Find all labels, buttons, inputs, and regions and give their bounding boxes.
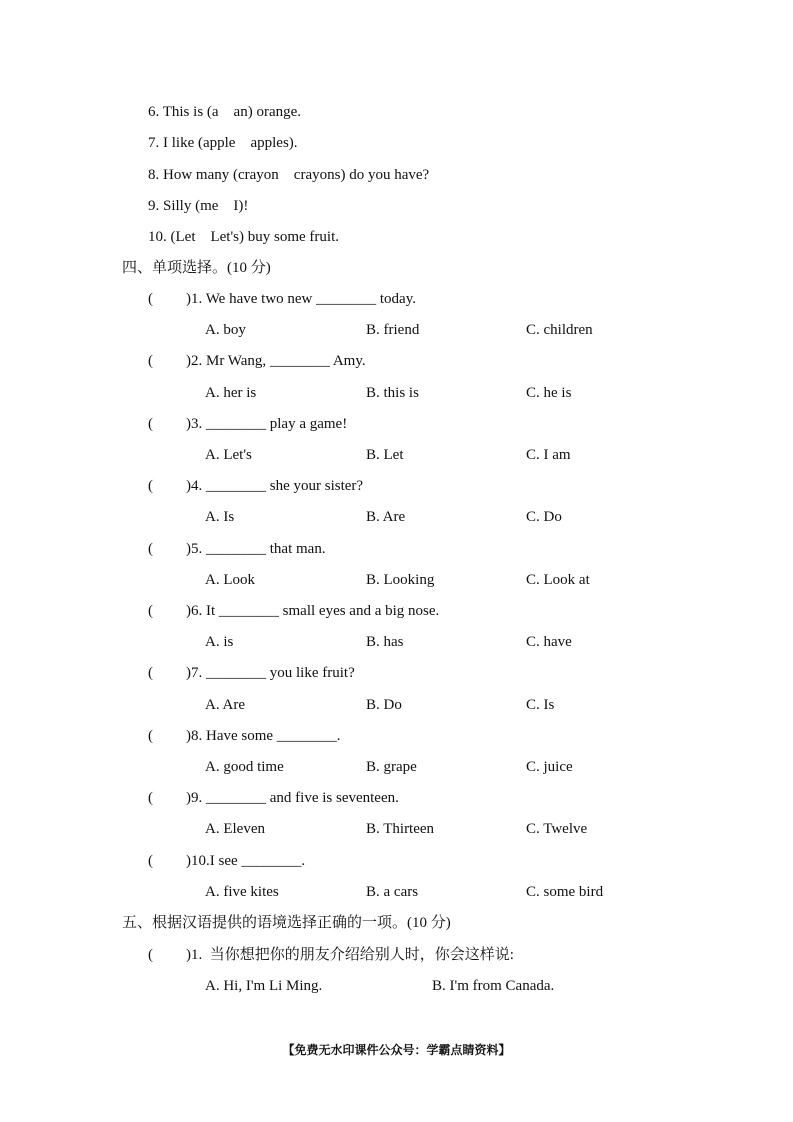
question-text: )6. It ________ small eyes and a big nose. <box>186 603 440 619</box>
answer-paren[interactable]: ( <box>148 603 153 619</box>
section5-option-b: B. I'm from Canada. <box>432 978 555 994</box>
option-a: A. Eleven <box>205 821 265 838</box>
answer-paren[interactable]: ( <box>148 727 153 744</box>
section3-item-7: 7. I like (apple apples). <box>148 135 298 151</box>
question-text: )1. We have two new ________ today. <box>186 291 416 307</box>
section3-item-8: 8. How many (crayon crayons) do you have? <box>148 167 430 183</box>
option-c: C. Is <box>526 696 555 713</box>
option-a: A. good time <box>205 759 284 775</box>
option-b: B. a cars <box>366 883 419 900</box>
option-b: B. Are <box>366 509 406 526</box>
section5-option-a: A. Hi, I'm Li Ming. <box>205 978 323 994</box>
option-b: B. has <box>366 634 404 651</box>
section3-item-6: 6. This is (a an) orange. <box>148 104 302 120</box>
option-b: B. Thirteen <box>366 821 435 838</box>
answer-paren[interactable]: ( <box>148 852 153 869</box>
question-text: )5. ________ that man. <box>186 540 326 557</box>
option-b: B. Do <box>366 696 402 713</box>
question-text: )4. ________ she your sister? <box>186 478 364 495</box>
section3-item-10: 10. (Let Let's) buy some fruit. <box>148 229 339 245</box>
option-c: C. children <box>526 322 593 339</box>
option-c: C. Do <box>526 509 562 526</box>
option-b: B. Looking <box>366 571 435 588</box>
section3-item-9: 9. Silly (me I)! <box>148 198 249 214</box>
option-b: B. friend <box>366 322 420 339</box>
answer-paren[interactable]: ( <box>148 291 153 307</box>
question-text: )8. Have some ________. <box>186 727 341 744</box>
option-a: A. Are <box>205 696 245 713</box>
question-text: )10.I see ________. <box>186 852 306 869</box>
option-c: C. I am <box>526 447 571 463</box>
option-a: A. her is <box>205 384 257 401</box>
answer-paren[interactable]: ( <box>148 415 153 432</box>
answer-paren[interactable]: ( <box>148 790 153 807</box>
question-text: )3. ________ play a game! <box>186 415 348 432</box>
answer-paren[interactable]: ( <box>148 353 153 370</box>
answer-paren[interactable]: ( <box>148 540 153 557</box>
option-c: C. have <box>526 634 572 651</box>
option-b: B. Let <box>366 447 404 463</box>
option-b: B. grape <box>366 759 417 775</box>
option-a: A. Let's <box>205 447 252 463</box>
answer-paren[interactable]: ( <box>148 947 153 963</box>
option-c: C. he is <box>526 384 572 401</box>
option-a: A. Is <box>205 509 235 526</box>
option-a: A. five kites <box>205 883 279 900</box>
footer-note: 【免费无水印课件公众号：学霸点睛资料】 <box>282 1043 511 1057</box>
option-a: A. Look <box>205 571 255 588</box>
option-a: A. boy <box>205 322 246 339</box>
section5-heading: 五、根据汉语提供的语境选择正确的一项。(10 分) <box>122 915 451 931</box>
option-a: A. is <box>205 634 234 651</box>
option-c: C. some bird <box>526 883 604 900</box>
option-c: C. Twelve <box>526 821 588 838</box>
section4-heading: 四、单项选择。(10 分) <box>122 260 271 276</box>
answer-paren[interactable]: ( <box>148 665 153 682</box>
question-text: )7. ________ you like fruit? <box>186 665 355 682</box>
option-c: C. juice <box>526 759 573 775</box>
question-text: )2. Mr Wang, ________ Amy. <box>186 353 366 370</box>
answer-paren[interactable]: ( <box>148 478 153 495</box>
option-c: C. Look at <box>526 571 590 588</box>
option-b: B. this is <box>366 384 419 401</box>
section5-question-1: )1. 当你想把你的朋友介绍给别人时，你会这样说: <box>186 947 514 963</box>
question-text: )9. ________ and five is seventeen. <box>186 790 399 807</box>
